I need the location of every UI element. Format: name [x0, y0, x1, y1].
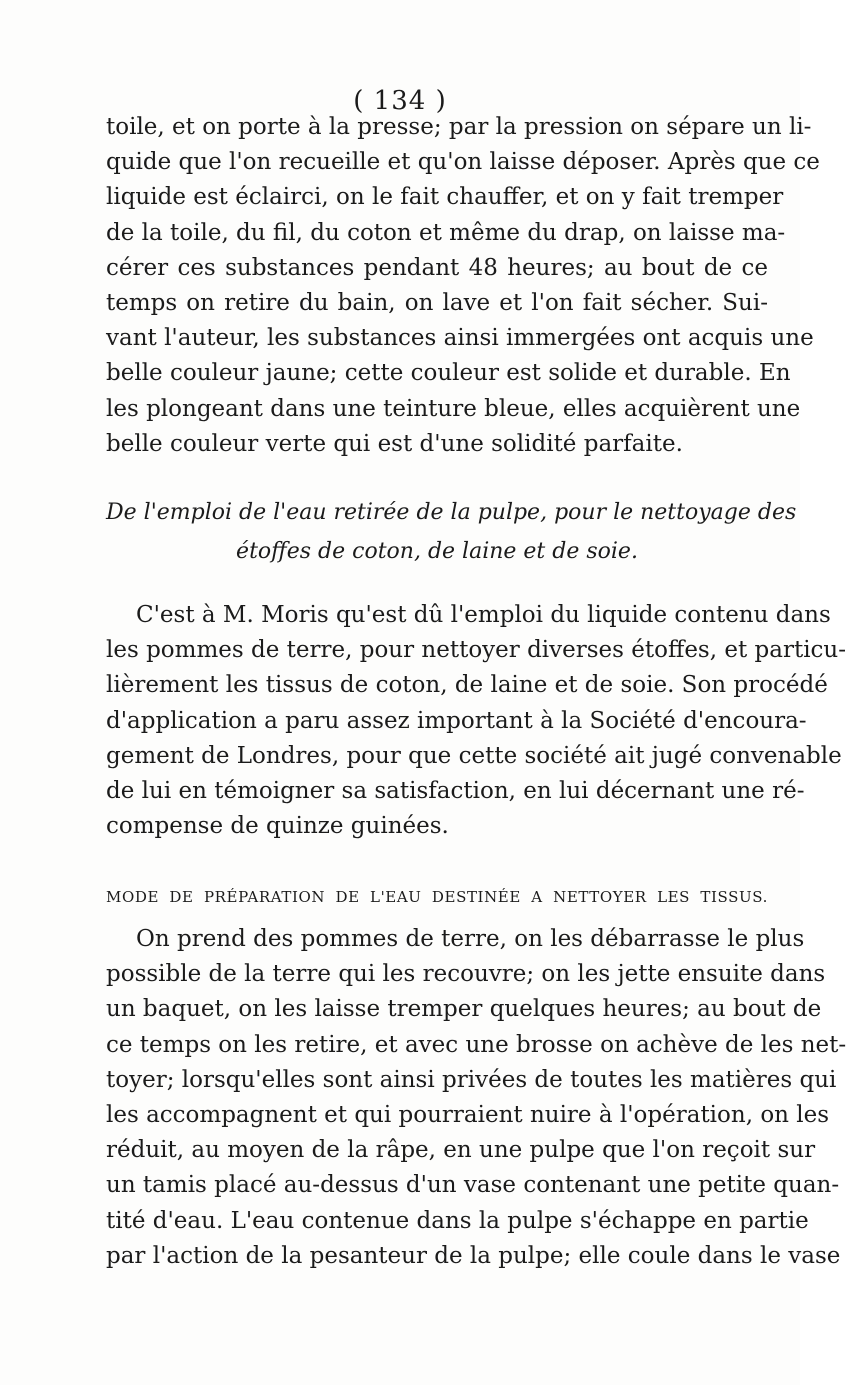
text-line: possible de la terre qui les recouvre; on les jette ensuite dans — [106, 961, 826, 988]
text-line: On prend des pommes de terre, on les débarrasse le plus — [136, 926, 805, 952]
text-line: compense de quinze guinées. — [106, 813, 449, 840]
text-line: temps on retire du bain, on lave et l'on fait sécher. Sui- — [106, 290, 768, 317]
section-heading-line: De l'emploi de l'eau retirée de la pulpe, pour le nettoyage des — [106, 500, 797, 525]
text-line: les plongeant dans une teinture bleue, elles acquièrent une — [106, 395, 801, 422]
text-line: C'est à M. Moris qu'est dû l'emploi du liquide contenu dans — [136, 602, 831, 628]
text-line: par l'action de la pesanteur de la pulpe; elle coule dans le vase — [106, 1242, 841, 1269]
text-line: réduit, au moyen de la râpe, en une pulpe que l'on reçoit sur — [106, 1137, 816, 1164]
text-line: un baquet, on les laisse tremper quelques heures; au bout de — [106, 996, 822, 1023]
text-line: les accompagnent et qui pourraient nuire à l'opération, on les — [106, 1102, 830, 1129]
text-line: de la toile, du fil, du coton et même du drap, on laisse ma- — [106, 219, 786, 246]
paragraph-3 — [106, 922, 846, 1274]
text-line: toile, et on porte à la presse; par la pression on sépare un li- — [106, 114, 812, 140]
section-heading-line: étoffes de coton, de laine et de soie. — [236, 539, 638, 564]
text-line: un tamis placé au-dessus d'un vase contenant une petite quan- — [106, 1172, 840, 1199]
text-line: lièrement les tissus de coton, de laine et de soie. Son procédé — [106, 672, 828, 699]
text-line: belle couleur verte qui est d'une solidité parfaite. — [106, 430, 683, 457]
text-line: toyer; lorsqu'elles sont ainsi privées de toutes les matières qui — [106, 1066, 837, 1093]
text-line: les pommes de terre, pour nettoyer diverses étoffes, et particu- — [106, 637, 846, 664]
subheading: MODE DE PRÉPARATION DE L'EAU DESTINÉE A NETTOYER LES TISSUS. — [106, 888, 768, 906]
text-line: gement de Londres, pour que cette société ait jugé convenable — [106, 742, 842, 769]
paragraph-1 — [106, 110, 820, 462]
text-line: liquide est éclairci, on le fait chauffer, et on y fait tremper — [106, 184, 784, 211]
text-line: ce temps on les retire, et avec une brosse on achève de les net- — [106, 1031, 846, 1058]
page-number: ( 134 ) — [353, 86, 447, 116]
text-line: belle couleur jaune; cette couleur est solide et durable. En — [106, 360, 791, 387]
text-line: cérer ces substances pendant 48 heures; au bout de ce — [106, 254, 768, 281]
text-line: quide que l'on recueille et qu'on laisse déposer. Après que ce — [106, 149, 820, 176]
text-line: vant l'auteur, les substances ainsi immergées ont acquis une — [106, 325, 814, 352]
text-line: d'application a paru assez important à la Société d'encoura- — [106, 707, 807, 734]
text-line: tité d'eau. L'eau contenue dans la pulpe s'échappe en partie — [106, 1207, 809, 1234]
paragraph-2 — [106, 598, 846, 844]
text-line: de lui en témoigner sa satisfaction, en lui décernant une ré- — [106, 778, 805, 805]
